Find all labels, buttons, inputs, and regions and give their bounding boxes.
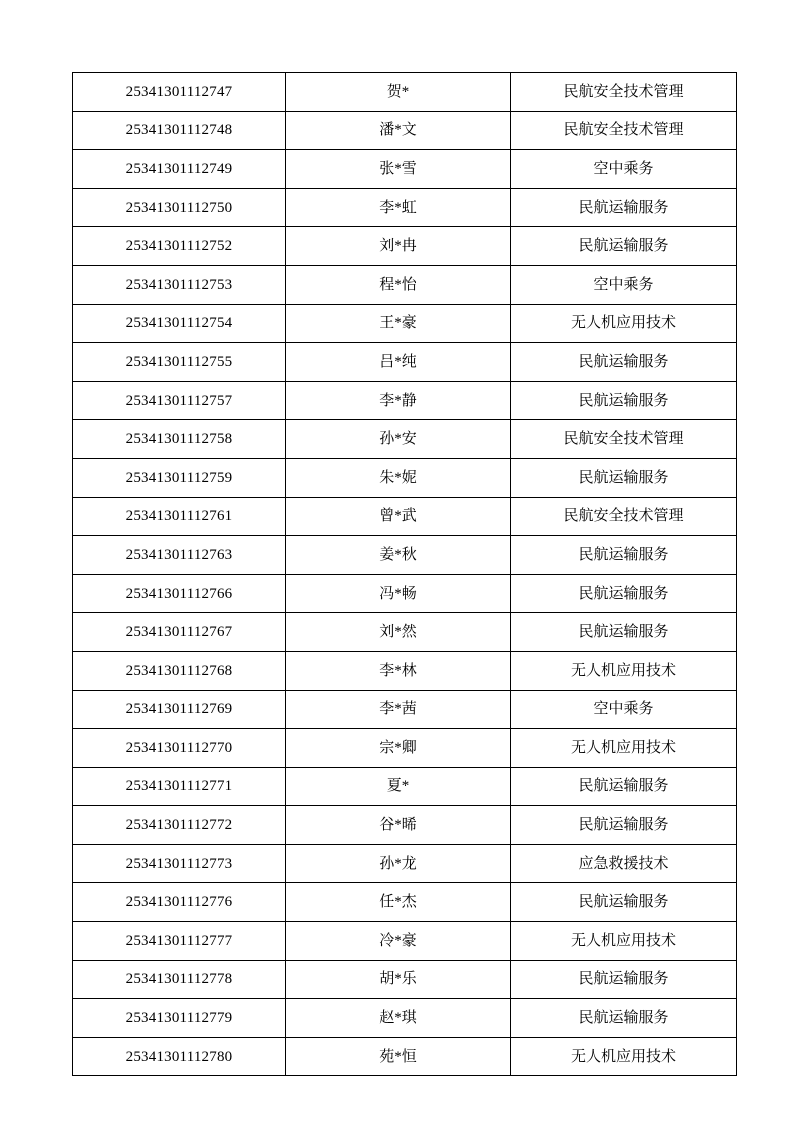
cell-exam-id: 25341301112772 (73, 806, 286, 845)
cell-exam-id: 25341301112757 (73, 381, 286, 420)
cell-major: 民航运输服务 (511, 883, 737, 922)
table-body (73, 73, 737, 1076)
cell-major: 民航运输服务 (511, 188, 737, 227)
cell-candidate-name: 宗*卿 (286, 729, 511, 768)
table-row (73, 73, 737, 112)
cell-major: 民航运输服务 (511, 343, 737, 382)
table-row (73, 574, 737, 613)
table-row (73, 343, 737, 382)
cell-candidate-name: 刘*冉 (286, 227, 511, 266)
cell-candidate-name: 姜*秋 (286, 536, 511, 575)
cell-candidate-name: 夏* (286, 767, 511, 806)
cell-candidate-name: 李*茜 (286, 690, 511, 729)
cell-exam-id: 25341301112761 (73, 497, 286, 536)
cell-candidate-name: 冷*豪 (286, 922, 511, 961)
table-row (73, 999, 737, 1038)
cell-candidate-name: 赵*琪 (286, 999, 511, 1038)
cell-major: 民航运输服务 (511, 806, 737, 845)
cell-major: 民航运输服务 (511, 227, 737, 266)
table-row (73, 458, 737, 497)
cell-major: 无人机应用技术 (511, 304, 737, 343)
cell-candidate-name: 王*豪 (286, 304, 511, 343)
table-row (73, 767, 737, 806)
table-row (73, 536, 737, 575)
cell-exam-id: 25341301112778 (73, 960, 286, 999)
cell-major: 无人机应用技术 (511, 651, 737, 690)
cell-exam-id: 25341301112776 (73, 883, 286, 922)
cell-candidate-name: 张*雪 (286, 150, 511, 189)
table-row (73, 613, 737, 652)
table-row (73, 227, 737, 266)
table-row (73, 304, 737, 343)
cell-candidate-name: 苑*恒 (286, 1037, 511, 1076)
cell-major: 无人机应用技术 (511, 1037, 737, 1076)
cell-major: 空中乘务 (511, 690, 737, 729)
cell-candidate-name: 任*杰 (286, 883, 511, 922)
cell-major: 无人机应用技术 (511, 922, 737, 961)
table-row (73, 381, 737, 420)
cell-exam-id: 25341301112767 (73, 613, 286, 652)
cell-major: 空中乘务 (511, 150, 737, 189)
cell-candidate-name: 贺* (286, 73, 511, 112)
table-row (73, 497, 737, 536)
cell-candidate-name: 李*林 (286, 651, 511, 690)
table-row (73, 883, 737, 922)
cell-exam-id: 25341301112747 (73, 73, 286, 112)
table-row (73, 150, 737, 189)
table-row (73, 922, 737, 961)
table-row (73, 265, 737, 304)
cell-candidate-name: 冯*畅 (286, 574, 511, 613)
cell-candidate-name: 胡*乐 (286, 960, 511, 999)
cell-candidate-name: 李*虹 (286, 188, 511, 227)
cell-exam-id: 25341301112766 (73, 574, 286, 613)
table-row (73, 188, 737, 227)
cell-exam-id: 25341301112780 (73, 1037, 286, 1076)
cell-exam-id: 25341301112748 (73, 111, 286, 150)
cell-major: 民航运输服务 (511, 381, 737, 420)
cell-exam-id: 25341301112753 (73, 265, 286, 304)
table-row (73, 651, 737, 690)
cell-major: 应急救援技术 (511, 844, 737, 883)
cell-major: 无人机应用技术 (511, 729, 737, 768)
cell-exam-id: 25341301112779 (73, 999, 286, 1038)
cell-exam-id: 25341301112771 (73, 767, 286, 806)
cell-exam-id: 25341301112758 (73, 420, 286, 459)
cell-candidate-name: 谷*晞 (286, 806, 511, 845)
cell-exam-id: 25341301112769 (73, 690, 286, 729)
cell-candidate-name: 潘*文 (286, 111, 511, 150)
cell-exam-id: 25341301112763 (73, 536, 286, 575)
cell-major: 空中乘务 (511, 265, 737, 304)
candidate-roster-table (72, 72, 737, 1076)
cell-candidate-name: 程*怡 (286, 265, 511, 304)
cell-major: 民航安全技术管理 (511, 73, 737, 112)
table-row (73, 806, 737, 845)
cell-candidate-name: 曾*武 (286, 497, 511, 536)
cell-major: 民航安全技术管理 (511, 111, 737, 150)
cell-major: 民航安全技术管理 (511, 497, 737, 536)
cell-major: 民航运输服务 (511, 767, 737, 806)
cell-exam-id: 25341301112773 (73, 844, 286, 883)
cell-exam-id: 25341301112754 (73, 304, 286, 343)
cell-exam-id: 25341301112759 (73, 458, 286, 497)
cell-major: 民航运输服务 (511, 458, 737, 497)
cell-candidate-name: 孙*龙 (286, 844, 511, 883)
cell-exam-id: 25341301112768 (73, 651, 286, 690)
table-row (73, 844, 737, 883)
table-row (73, 1037, 737, 1076)
table-row (73, 729, 737, 768)
cell-exam-id: 25341301112755 (73, 343, 286, 382)
cell-exam-id: 25341301112752 (73, 227, 286, 266)
cell-exam-id: 25341301112749 (73, 150, 286, 189)
table-row (73, 960, 737, 999)
cell-candidate-name: 孙*安 (286, 420, 511, 459)
cell-exam-id: 25341301112777 (73, 922, 286, 961)
cell-candidate-name: 李*静 (286, 381, 511, 420)
cell-candidate-name: 刘*然 (286, 613, 511, 652)
cell-major: 民航运输服务 (511, 574, 737, 613)
table-row (73, 690, 737, 729)
cell-major: 民航运输服务 (511, 999, 737, 1038)
cell-major: 民航运输服务 (511, 536, 737, 575)
cell-major: 民航运输服务 (511, 613, 737, 652)
cell-candidate-name: 朱*妮 (286, 458, 511, 497)
cell-major: 民航运输服务 (511, 960, 737, 999)
cell-major: 民航安全技术管理 (511, 420, 737, 459)
cell-candidate-name: 吕*纯 (286, 343, 511, 382)
cell-exam-id: 25341301112770 (73, 729, 286, 768)
cell-exam-id: 25341301112750 (73, 188, 286, 227)
table-row (73, 111, 737, 150)
table-row (73, 420, 737, 459)
